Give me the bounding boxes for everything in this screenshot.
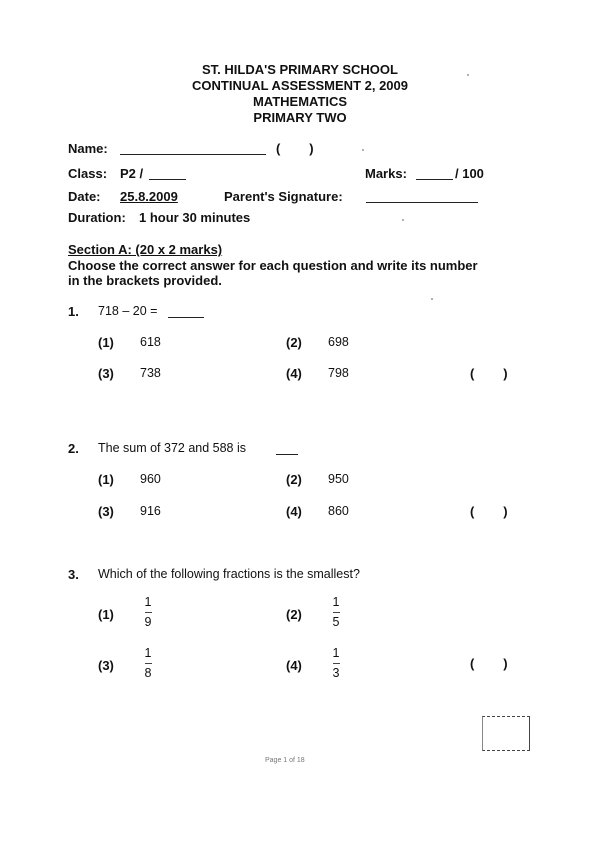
question-text: The sum of 372 and 588 is <box>98 441 247 455</box>
fraction <box>140 596 156 628</box>
level-title: PRIMARY TWO <box>253 110 347 125</box>
option-label: (2) <box>286 472 302 487</box>
answer-brackets[interactable]: ( ) <box>470 366 508 381</box>
page-number: Page 1 of 18 <box>265 757 305 764</box>
duration-label: Duration: <box>68 210 126 225</box>
option-value: 738 <box>140 366 161 380</box>
option-label: (1) <box>98 607 114 622</box>
fraction-denominator: 3 <box>332 665 340 680</box>
marks-total: / 100 <box>455 166 484 181</box>
section-instruction-line2: in the brackets provided. <box>68 273 222 288</box>
option-value: 860 <box>328 504 349 518</box>
section-instruction-line1: Choose the correct answer for each question and write its number <box>68 258 478 273</box>
fraction-numerator: 1 <box>332 646 340 660</box>
question-number: 1. <box>68 304 79 319</box>
fraction-numerator: 1 <box>144 646 152 660</box>
subject-title: MATHEMATICS <box>252 94 348 109</box>
fraction <box>328 647 344 679</box>
fraction <box>328 596 344 628</box>
question-number: 2. <box>68 441 79 456</box>
class-label: Class: <box>68 166 108 181</box>
option-label: (1) <box>98 335 114 350</box>
signature-label: Parent's Signature: <box>224 189 343 204</box>
date-label: Date: <box>68 189 101 204</box>
score-box[interactable] <box>482 716 530 751</box>
option-label: (4) <box>286 504 302 519</box>
option-value: 950 <box>328 472 349 486</box>
question-answer-blank <box>276 454 298 455</box>
option-label: (3) <box>98 504 114 519</box>
assessment-title: CONTINUAL ASSESSMENT 2, 2009 <box>192 78 408 93</box>
signature-blank[interactable] <box>366 202 478 203</box>
option-label: (2) <box>286 607 302 622</box>
fraction-numerator: 1 <box>144 595 152 609</box>
option-label: (3) <box>98 658 114 673</box>
name-blank[interactable] <box>120 154 266 155</box>
option-label: (4) <box>286 658 302 673</box>
option-value: 618 <box>140 335 161 349</box>
class-value: P2 / <box>120 166 144 181</box>
option-label: (4) <box>286 366 302 381</box>
question-number: 3. <box>68 567 79 582</box>
marks-blank[interactable] <box>416 179 453 180</box>
duration-value: 1 hour 30 minutes <box>139 210 251 225</box>
scan-speck <box>467 74 469 76</box>
option-value: 698 <box>328 335 349 349</box>
name-index-brackets: ( ) <box>276 141 314 156</box>
answer-brackets[interactable]: ( ) <box>470 656 508 671</box>
marks-label: Marks: <box>365 166 407 181</box>
fraction-bar <box>145 663 152 664</box>
fraction-bar <box>333 663 340 664</box>
section-title: Section A: (20 x 2 marks) <box>68 242 223 257</box>
question-text: Which of the following fractions is the smallest? <box>98 567 360 581</box>
option-label: (1) <box>98 472 114 487</box>
fraction-bar <box>333 612 340 613</box>
scan-speck <box>362 149 364 151</box>
fraction <box>140 647 156 679</box>
school-name: ST. HILDA'S PRIMARY SCHOOL <box>202 62 398 77</box>
scan-speck <box>431 298 433 300</box>
option-label: (3) <box>98 366 114 381</box>
question-answer-blank <box>168 317 204 318</box>
option-value: 960 <box>140 472 161 486</box>
fraction-denominator: 5 <box>332 614 340 629</box>
option-value: 798 <box>328 366 349 380</box>
option-value: 916 <box>140 504 161 518</box>
option-label: (2) <box>286 335 302 350</box>
answer-brackets[interactable]: ( ) <box>470 504 508 519</box>
fraction-denominator: 9 <box>144 614 152 629</box>
fraction-numerator: 1 <box>332 595 340 609</box>
fraction-bar <box>145 612 152 613</box>
fraction-denominator: 8 <box>144 665 152 680</box>
question-text: 718 – 20 = <box>98 304 158 318</box>
date-value: 25.8.2009 <box>120 189 178 204</box>
class-blank[interactable] <box>149 179 186 180</box>
name-label: Name: <box>68 141 108 156</box>
scan-speck <box>402 219 404 221</box>
